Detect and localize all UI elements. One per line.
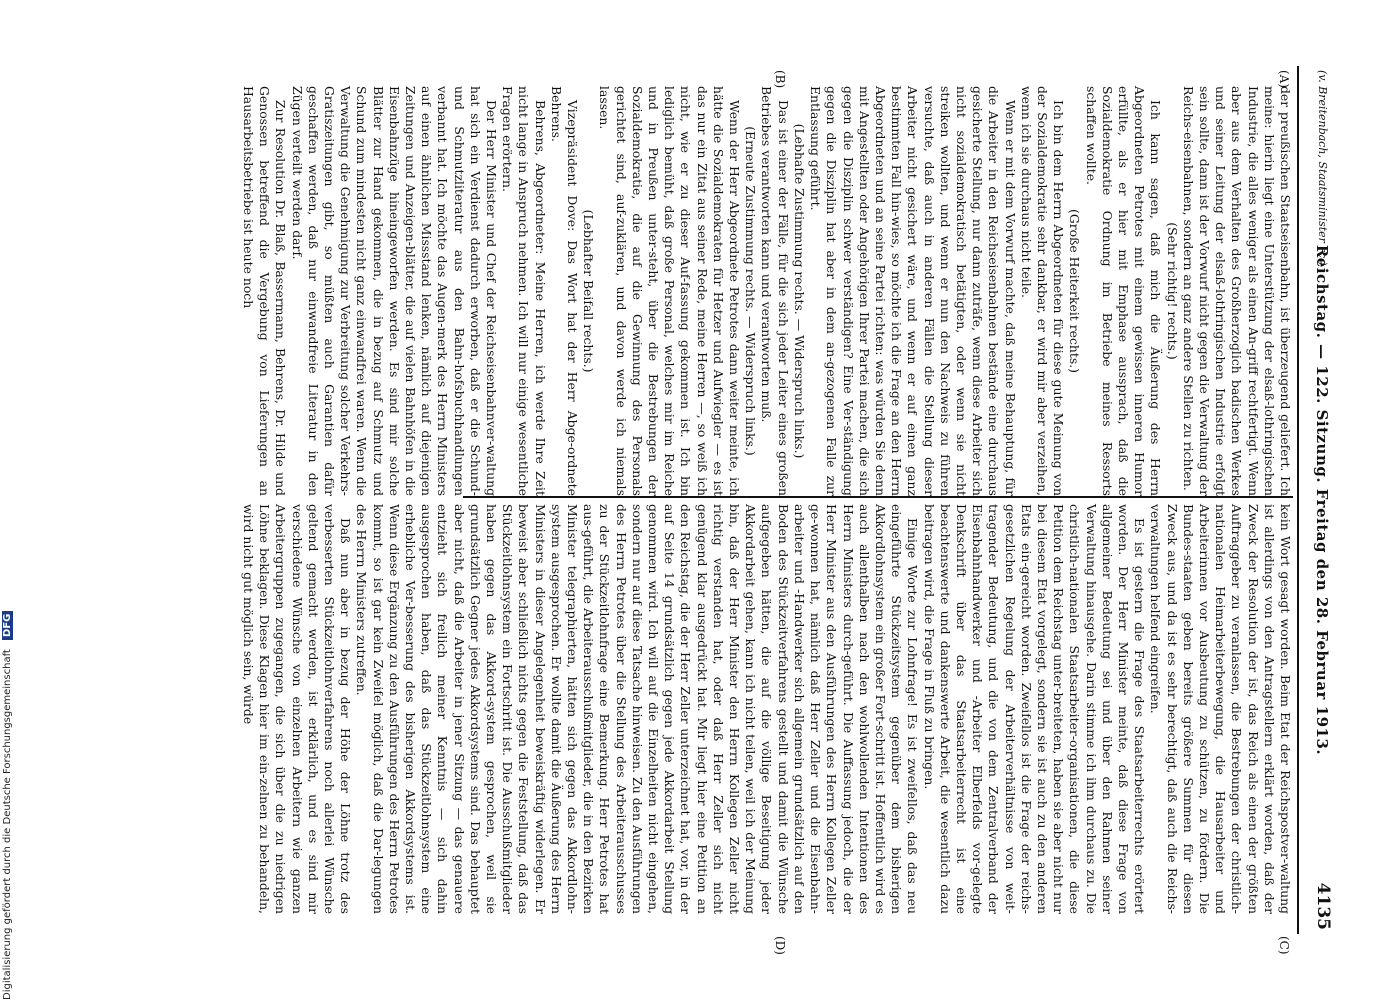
speaker-paragraph: Behrens, Abgeordneter: Meine Herren, ich werde Ihre Zeit nicht lange in Anspruch nehmen. Ich will nur einige wesentliche Fragen erörtern. xyxy=(500,86,548,496)
margin-marker-b: (B) xyxy=(773,70,787,89)
margin-marker-c: (C) xyxy=(1277,936,1291,955)
paragraph: Der Herr Minister und Chef der Reichseisenbahnver-waltung hat sich ein Verdienst dadurch erworben, daß er die Schund- und Schmutzliteratur aus den Bahn-hofsbuchhandlungen verbannt hat. Ich möchte das Augen-merk des Herrn Ministers auf einen ähnlichen Missstand lenken, nämlich auf diejenigen Zeitungen und Anzeigen-blätter, die auf vielen Bahnhöfen in die Eisenbahnzüge hineingeworfen werden. Es sind mir solche Blätter zur Hand gekommen, die in bezug auf Schmutz und Schund zum mindesten nicht ganz einwandfrei waren. Wenn die Verwaltung die Genehmigung zur Verbreitung solcher Verkehrs-Gratiszeitungen gibt, so müßten auch Garantien dafür geschaffen werden, daß nur einwandfreie Literatur in den Zügen verteilt werden darf. xyxy=(289,86,500,496)
paragraph: Ich kann sagen, daß mich die Äußerung des Herrn Abgeordneten Petrotes mit einem gewissen inneren Humor erfüllte, als er hier mit Emphase aussprach, daß die Sozialdemokratie Ordnung im Betriebe meines Ressorts schaffen wollte. xyxy=(1083,86,1164,496)
paragraph: Das ist einer der Fälle, für die sich jeder Leiter eines großen Betriebes verantworten kann und verantworten muß. xyxy=(759,86,791,496)
page-number: 4135 xyxy=(1313,882,1333,930)
paragraph: Zur Resolution Dr. Blaß, Bassermann, Behrens, Dr. Hilde und Genossen betreffend die Vergebung von Lieferungen an Hausarbeitsbetriebe ist heute noch xyxy=(241,86,289,496)
column-divider xyxy=(463,496,1293,498)
interjection: (Erneute Zustimmung rechts. — Widerspruch links.) xyxy=(743,126,759,456)
dfg-credit xyxy=(2,0,16,1000)
paragraph: Es ist gestern die Frage des Staatsarbeiterrechts erörtert worden. Der Herr Minister meinte, daß diese Frage von allgemeiner Bedeutung sei und über den Rahmen seiner Verwaltung hinausgehe. Darin stimme ich ihm durchaus zu. Die christlich-nationalen Staatsarbeiter-organisationen, die diese Petition dem Reichstag unter-breiteten, haben sie aber nicht nur bei diesem Etat vorgelegt, sondern sie ist auch zu den anderen Etats ein-gereicht worden. Zweifellos ist die Frage der reichs-gesetzlichen Regelung der Arbeiterverhältnisse von weit-tragender Bedeutung, und die von dem Zentralverband der Eisenbahnhandwerker und -Arbeiter Elberfelds vor-gelegte Denkschrift über das Staatsarbeiterrecht ist eine beachtenswerte und dankenswerte Arbeit, die wesentlich dazu beitragen wird, die Frage in Fluß zu bringen. xyxy=(921,504,1148,914)
paragraph: Ich bin dem Herrn Abgeordneten für diese gute Meinung von der Sozialdemokratie sehr dankbar, er wird mir aber verzeihen, wenn ich sie durchaus nicht teile. xyxy=(1018,86,1067,496)
paragraph: der preußischen Staatseisenbahn, ist überzeugend geliefert. Ich meine: hierin liegt eine Unterstützung der elsaß-lothringischen Industrie, die alles weniger als einen An-griff rechtfertigt. Wenn aber aus dem Verhalten des Großherzoglich badischen Werkes und seiner Leitung der elsaß-lothringischen Industrie erfolgt sein sollte, dann ist der Vorwurf nicht gegen die Verwaltung der Reichs-eisenbahnen, sondern an ganz andere Stellen zu richten. xyxy=(1180,86,1293,496)
margin-marker-d: (D) xyxy=(773,936,787,955)
footer-strip xyxy=(0,0,22,1000)
dfg-logo: DFG xyxy=(2,611,13,640)
margin-marker-a: (A) xyxy=(1277,70,1291,89)
interjection: (Lebhafte Zustimmung rechts. — Widerspruch links.) xyxy=(791,123,807,459)
paragraph: Einige Worte zur Lohnfrage! Es ist zweifellos, daß das neu eingeführte Stückzeitsystem gegenüber dem bisherigen Akkordlohnsystem ein großer Fort-schritt ist. Hoffentlich wird es auch allenthalben nach den wohlwollenden Intentionen des Herrn Ministers durch-geführt. Die Auffassung jedoch, die der Herr Minister aus den Ausführungen des Herrn Kollegen Zeller ge-wonnen hat, nämlich daß Herr Zeller und die Eisenbahn-arbeiter und -Handwerker sich allgemein grundsätzlich auf den Boden des Stückzeitverfahrens gestellt und damit die Wünsche aufgegeben hätten, die auf die völlige Beseitigung jeder Akkordarbeit gehen, kann ich nicht teilen, weil ich der Meinung bin, daß der Herr Minister den Herrn Kollegen Zeller nicht richtig verstanden hat, oder daß Herr Zeller sich nicht genügend klar ausgedrückt hat. Mir liegt hier eine Petition an den Reichstag, die der Herr Zeller unterzeichnet hat, vor, in der auf Seite 14 grundsätzlich gegen jede Akkordarbeit Stellung genommen wird. Ich will auf die Einzelheiten nicht eingehen, sondern nur auf diese Tatsache hinweisen. Zu den Ausführungen des Herrn Petrotes über die Stellung des Arbeiterausschusses zu der Stückzeitlohnfrage eine Bemerkung. Herr Petrotes hat aus-geführt, die Arbeiterausschußmitglieder, die in den Bezirken Minister telegraphierten, hätten sich gegen das Akkordlohn-system ausgesprochen. Er wollte damit die Äußerung des Herrn Ministers in dieser Angelegenheit beweiskräftig widerlegen. Er beweist aber schließlich nichts gegen die Feststellung, daß das Stückzeitlohnsystem ein Fortschritt ist. Die Ausschußmitglieder haben gegen das Akkord-system gesprochen, weil sie grundsätzlich Gegner jedes Akkordsystems sind. Das behauptet aber nicht, daß die Arbeiter in jener Sitzung — das genauere entzieht sich freilich meiner Kenntnis — sich dahin ausgesprochen haben, daß das Stückzeitlohnsystem eine erhebliche Ver-besserung des bisherigen Akkordsystems ist. Wenn diese Ergänzung zu den Ausführungen des Herrn Petrotes kommt, so ist gar kein Zweifel möglich, daß die Dar-legungen des Herrn Ministers zutreffen. xyxy=(354,504,921,914)
paragraph: Wenn er mit dem Vorwurf machte, daß meine Behauptung, für die Arbeiter in den Reichseisenbahnen bestände eine durchaus gesicherte Stellung, nur dann zuträfe, wenn diese Arbeiter sich nicht sozialdemokratisch betätigten, oder wenn sie nicht streiken wollten, und wenn er nun den Nachweis zu führen versuchte, daß auch in anderen Fällen die Stellung dieser Arbeiter nicht gesichert wäre, und wenn er auf einen ganz bestimmten Fall hin-wies, so möchte ich die Frage an den Herrn Abgeordneten und an seine Partei richten: was würden Sie denn mit Angestellten oder Angehörigen Ihrer Partei machen, die sich gegen die Disziplin schwer verständigen? Eine Ver-ständigung gegen die Disziplin hat aber in dem an-gezogenen Falle zur Entlassung geführt. xyxy=(808,86,1018,496)
page-header xyxy=(1299,70,1335,930)
right-column xyxy=(240,504,1293,914)
interjection: (Große Heiterkeit rechts.) xyxy=(1067,208,1083,373)
paragraph: Wenn der Herr Abgeordnete Petrotes dann weiter meinte, ich hätte die Sozialdemokraten für Hetzer und Aufwiegler — es ist das nur ein Zitat aus seiner Rede, meine Herren —, so weiß ich nicht, wie er zu dieser Auf-fassung gekommen ist. Ich bin lediglich bemüht, daß große Personal, welches mir im Reiche und in Preußen unter-steht, über die Bestrebungen der Sozialdemokratie, die auf die Gewinnung des Personals gerichtet sind, auf-zuklären, und davon werde ich niemals lassen. xyxy=(597,86,743,496)
left-column xyxy=(240,86,1293,496)
speaker-paragraph: Vizepräsident Dove: Das Wort hat der Herr Abge-ordnete Behrens. xyxy=(548,86,581,496)
paragraph: Daß nun aber in bezug der Höhe der Löhne trotz des verbesserten Stückzeitlohnverfahrens noch allerlei Wünsche geltend gemacht werden, ist erklärlich, und es sind mir verschiedene Wünsche von einzelnen Arbeitern wie ganzen Arbeitergruppen zugegangen, die sich über die zu niedrigen Löhne beklagen. Diese Klagen hier im ein-zelnen zu behandeln, wird nicht gut möglich sein, würde xyxy=(241,504,354,914)
paragraph: kein Wort gesagt worden. Beim Etat der Reichspostver-waltung ist allerdings von den Antragstellern erklärt worden, daß der Zweck der Resolution der ist, das Reich als einen der größten Auftraggeber zu veranlassen, die Bestrebungen der christlich-nationalen Heimarbeiterbewegung, die Hausarbeiter und Arbeiterinnen vor Ausbeutung zu schützen, zu fördern. Die Bundes-staaten geben bereits größere Summen für diesen Zweck aus, und da ist es sehr berechtigt, daß auch die Reichs-verwaltungen helfend eingreifen. xyxy=(1148,504,1293,914)
footer-text: Digitalisierung gefördert durch die Deutsche Forschungsgemeinschaft xyxy=(2,649,13,1000)
interjection: (Sehr richtig! rechts.) xyxy=(1164,222,1180,360)
header-rule xyxy=(1297,66,1299,934)
interjection: (Lebhafter Beifall rechts.) xyxy=(581,209,597,373)
header-title: Reichstag. — 122. Sitzung. Freitag den 28. Februar 1913. xyxy=(1313,244,1331,756)
header-speaker: (v. Breitenbach, Staatsminister rc.) xyxy=(1316,70,1329,266)
